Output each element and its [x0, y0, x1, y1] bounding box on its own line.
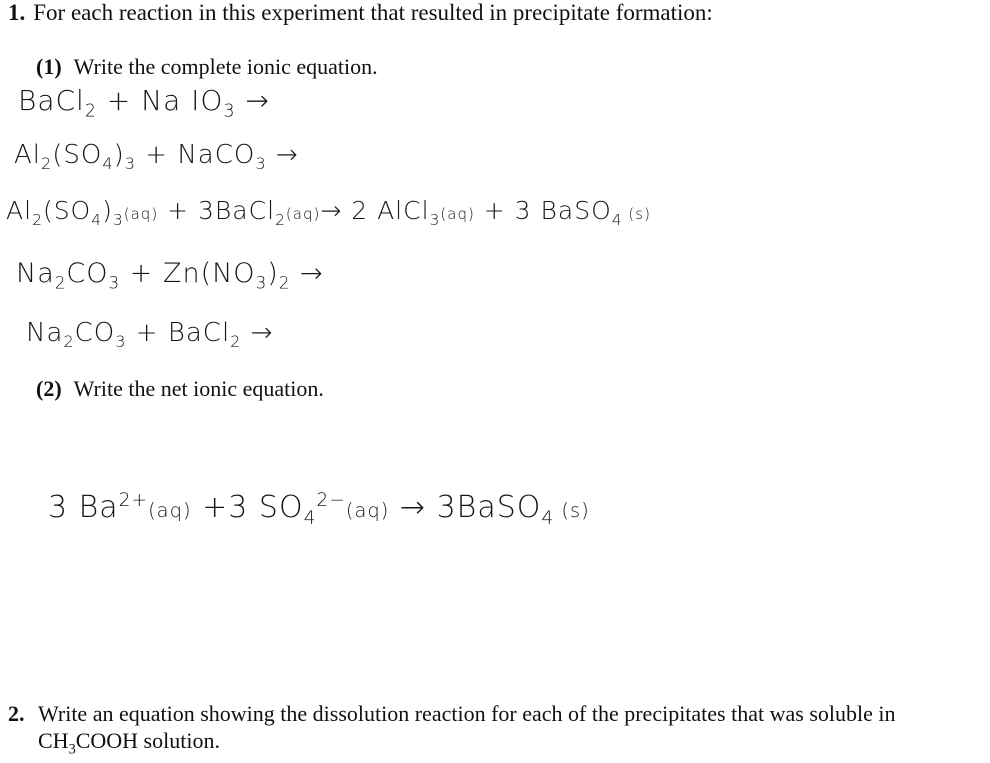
- question-1-part-1: [36, 54, 378, 80]
- handwritten-equation-3: $Al_2(SO_4)_3(aq)$ + 3BaCl$_2$(aq)→ 2 AlCl$_3$(aq) + 3 BaSO$_4$ (s): [6, 196, 651, 229]
- part-2-text: Write the net ionic equation.: [73, 376, 324, 401]
- part-1-number: (1): [36, 54, 62, 79]
- handwritten-equation-1: BaCl$_2$ + Na $IO_3$ →: [18, 84, 270, 122]
- question-2-number: 2.: [8, 701, 25, 726]
- handwritten-net-ionic-equation: 3 $Ba^{2+}(aq) +3$ $SO_4^{2-}(aq)$ → 3BaSO$_4$ (s): [48, 490, 590, 529]
- handwritten-equation-2: $Al_2(SO_4)_3$ + NaCO$_3$ →: [14, 140, 299, 174]
- question-2-line-2: $CH_3COOH$ solution.: [38, 728, 220, 758]
- part-1-text: Write the complete ionic equation.: [73, 54, 378, 79]
- question-1-text: For each reaction in this experiment that resulted in precipitate formation:: [33, 0, 713, 25]
- part-2-number: (2): [36, 376, 62, 401]
- handwritten-equation-5: $Na_2CO_3$ + BaCl$_2$ →: [26, 318, 274, 352]
- handwritten-equation-4: $Na_2CO_3 + Zn(NO_3)_2$ →: [16, 258, 324, 293]
- question-1-number: 1.: [8, 0, 26, 25]
- question-1-part-2: [36, 376, 324, 402]
- question-2-line-1: [8, 700, 895, 727]
- question-2-text-line-1: Write an equation showing the dissolution reaction for each of the precipitates that was soluble in: [38, 701, 896, 726]
- question-1: [8, 0, 713, 26]
- question-2: [8, 700, 895, 763]
